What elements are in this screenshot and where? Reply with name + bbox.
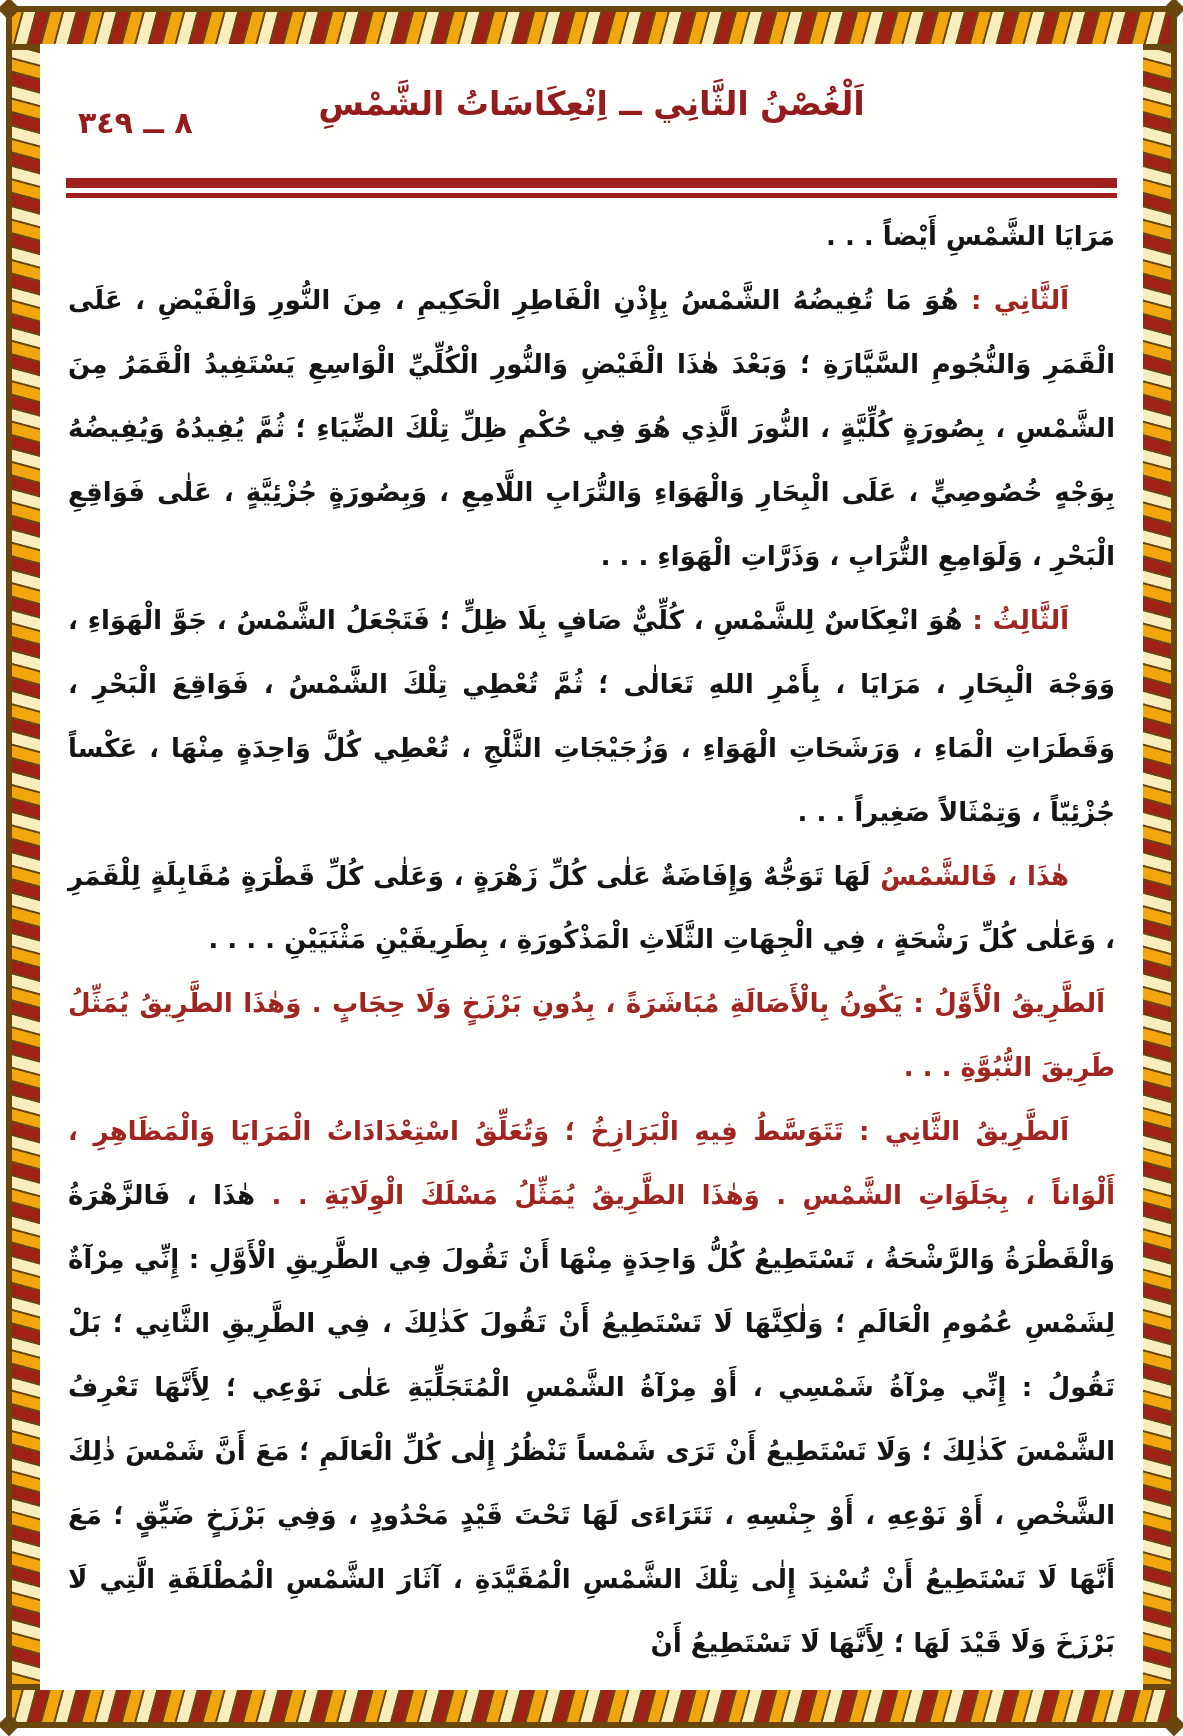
second-point-segment-red: اَلثَّانِي : — [958, 285, 1069, 316]
divider-rule-thin — [66, 193, 1117, 198]
second-way-segment-black: هٰذَا ، فَالزَّهْرَةُ وَالْقَطْرَةُ وَالرَّشْحَةُ ، تَسْتَطِيعُ كُلُّ وَاحِدَةٍ مِنْهَا أَنْ تَقُولَ فِي الطَّرِيقِ الْأَوَّلِ : إِنِّي مِرْآةٌ لِشَمْسِ عُمُومِ الْعَالَمِ ؛ وَلٰكِنَّهَا لَا تَسْتَطِيعُ أَنْ تَقُولَ كَذٰلِكَ ، فِي الطَّرِيقِ الثَّانِي ؛ بَلْ تَقُولُ : إِنِّي مِرْآةُ شَمْسِي ، أَوْ مِرْآةُ الشَّمْسِ الْمُتَجَلِّيَةِ عَلٰى نَوْعِي ؛ لِأَنَّهَا تَعْرِفُ الشَّمْسَ كَذٰلِكَ ؛ وَلَا تَسْتَطِيعُ أَنْ تَرَى شَمْساً تَنْظُرُ إِلٰى كُلِّ الْعَالَمِ ؛ مَعَ أَنَّ شَمْسَ ذٰلِكَ الشَّخْصِ ، أَوْ نَوْعِهِ ، أَوْ جِنْسِهِ ، تَتَرَاءَى لَهَا تَحْتَ قَيْدٍ مَحْدُودٍ ، وَفِي بَرْزَخٍ ضَيِّقٍ ؛ مَعَ أَنَّهَا لَا تَسْتَطِيعُ أَنْ تُسْنِدَ إِلٰى تِلْكَ الشَّمْسِ الْمُقَيَّدَةِ ، آثَارَ الشَّمْسِ الْمُطْلَقَةِ الَّتِي لَا بَرْزَخَ وَلَا قَيْدَ لَهَا ؛ لِأَنَّهَا لَا تَسْتَطِيعُ أَنْ — [68, 1181, 1115, 1659]
second-point-segment-black: هُوَ مَا تُفِيضُهُ الشَّمْسُ بِإِذْنِ الْفَاطِرِ الْحَكِيمِ ، مِنَ النُّورِ وَالْفَيْضِ ، عَلَى الْقَمَرِ وَالنُّجُومِ السَّيَّارَةِ ؛ وَبَعْدَ هٰذَا الْفَيْضِ وَالنُّورِ الْكُلِّيِّ الْوَاسِعِ يَسْتَفِيدُ الْقَمَرُ مِنَ الشَّمْسِ ، بِصُورَةٍ كُلِّيَّةٍ ، النُّورَ الَّذِي هُوَ فِي حُكْمِ ظِلِّ تِلْكَ الضِّيَاءِ ؛ ثُمَّ يُفِيدُهُ وَيُفِيضُهُ بِوَجْهٍ خُصُوصِيٍّ ، عَلَى الْبِحَارِ وَالْهَوَاءِ وَالتُّرَابِ اللَّامِعِ ، وَبِصُورَةٍ جُزْئِيَّةٍ ، عَلٰى فَوَاقِعِ الْبَحْرِ ، وَلَوَامِعِ التُّرَابِ ، وَذَرَّاتِ الْهَوَاءِ . . . — [68, 285, 1115, 572]
border-strip-bottom — [9, 1687, 1174, 1725]
page-number: ٨ ــ ٣٤٩ — [78, 106, 193, 141]
header-divider — [66, 178, 1117, 198]
page-content — [40, 44, 1143, 1690]
intro-line-segment-black: مَرَايَا الشَّمْسِ أَيْضاً . . . — [826, 222, 1115, 252]
sun-summary-segment-black: لَهَا تَوَجُّهٌ وَإِفَاضَةٌ عَلٰى كُلِّ زَهْرَةٍ ، وَعَلٰى كُلِّ قَطْرَةٍ مُقَابِلَةٍ لِلْقَمَرِ ، وَعَلٰى كُلِّ رَشْحَةٍ ، فِي الْجِهَاتِ الثَّلَاثِ الْمَذْكُورَةِ ، بِطَرِيقَيْنِ مَثْنَيَيْنِ . . . . — [68, 861, 1115, 956]
border-strip-right — [1140, 47, 1174, 1687]
third-point-segment-black: هُوَ انْعِكَاسٌ لِلشَّمْسِ ، كُلِّيٌّ صَافٍ بِلَا ظِلٍّ ؛ فَتَجْعَلُ الشَّمْسُ ، جَوَّ الْهَوَاءِ ، وَوَجْهَ الْبِحَارِ ، مَرَايَا ، بِأَمْرِ اللهِ تَعَالٰى ؛ ثُمَّ تُعْطِي تِلْكَ الشَّمْسُ ، فَوَاقِعَ الْبَحْرِ ، وَقَطَرَاتِ الْمَاءِ ، وَرَشَحَاتِ الْهَوَاءِ ، وَزُجَيْجَاتِ الثَّلْجِ ، تُعْطِي كُلَّ وَاحِدَةٍ مِنْهَا ، عَكْساً جُزْئِيّاً ، وَتِمْثَالاً صَغِيراً . . . — [68, 605, 1115, 828]
body-text — [64, 206, 1119, 1677]
paragraph-sun-summary — [68, 846, 1115, 974]
page-surface — [40, 44, 1143, 1690]
paragraph-second-point — [68, 270, 1115, 590]
second-way-segment-red: اَلطَّرِيقُ الثَّانِي : تَتَوَسَّطُ فِيهِ الْبَرَازِخُ ؛ وَتُعَلِّقُ اسْتِعْدَادَاتُ الْمَرَايَا وَالْمَظَاهِرِ ، أَلْوَاناً ، بِجَلَوَاتِ الشَّمْسِ . وَهٰذَا الطَّرِيقُ يُمَثِّلُ مَسْلَكَ الْوِلَايَةِ . . — [68, 1117, 1115, 1212]
page-title: اَلْغُصْنُ الثَّانِي ــ اِنْعِكَاسَاتُ الشَّمْسِ — [318, 84, 865, 123]
page-header — [64, 84, 1119, 166]
border-strip-left — [9, 47, 43, 1687]
paragraph-first-way — [68, 973, 1115, 1101]
border-strip-top — [9, 9, 1174, 47]
first-way-segment-red: اَلطَّرِيقُ الْأَوَّلُ : يَكُونُ بِالْأَصَالَةِ مُبَاشَرَةً ، بِدُونِ بَرْزَخٍ وَلَا حِجَابٍ . وَهٰذَا الطَّرِيقُ يُمَثِّلُ طَرِيقَ النُّبُوَّةِ . . . — [68, 989, 1115, 1084]
paragraph-third-point — [68, 590, 1115, 846]
divider-rule-thick — [66, 178, 1117, 188]
paragraph-second-way — [68, 1101, 1115, 1677]
paragraph-intro-line — [68, 206, 1115, 270]
sun-summary-segment-red: هٰذَا ، فَالشَّمْسُ — [870, 861, 1069, 892]
third-point-segment-red: اَلثَّالِثُ : — [962, 605, 1069, 636]
